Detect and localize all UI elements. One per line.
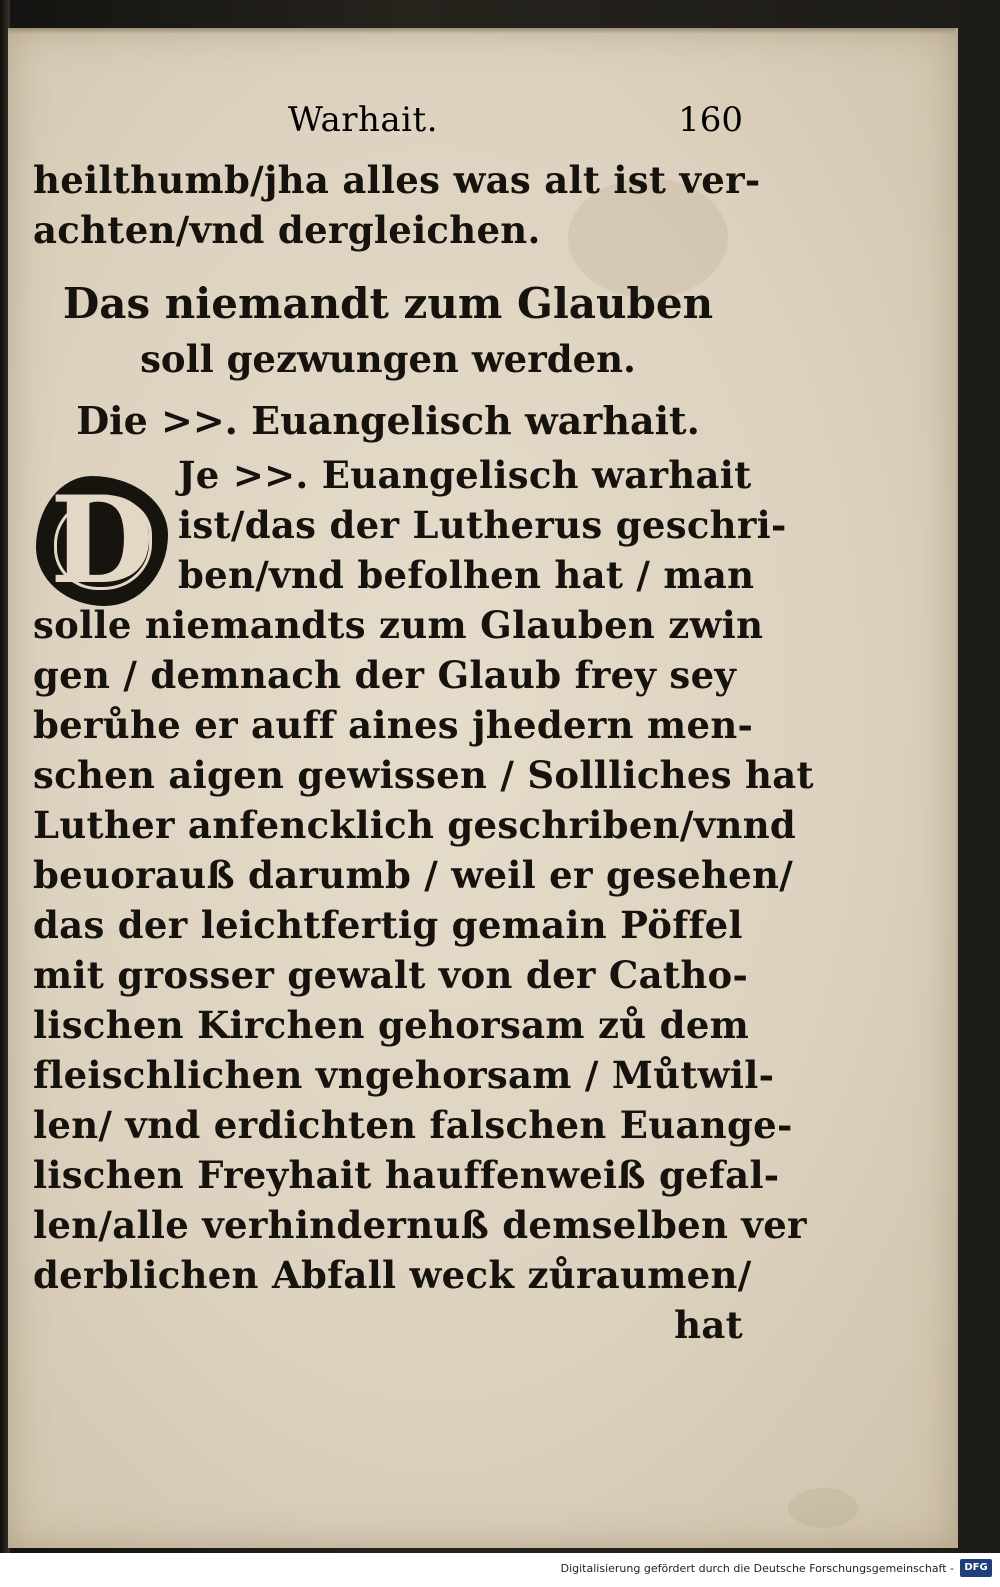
page-number: 160 [678,100,743,140]
text-line: lischen Kirchen gehorsam zů dem [33,1003,750,1047]
footer-bar [0,1553,1000,1587]
text-line: derblichen Abfall weck zůraumen/ [33,1253,752,1297]
dfg-logo: DFG [960,1559,992,1577]
text-line: len/ vnd erdichten falschen Euange- [33,1103,793,1147]
text-line: Luther anfencklich geschriben/vnnd [33,803,797,847]
text-line: solle niemandts zum Glauben zwin [33,603,764,647]
section-heading-line2: soll gezwungen werden. [140,337,636,381]
paper-stain [788,1488,858,1528]
text-line: achten/vnd dergleichen. [33,208,541,252]
catchword: hat [674,1303,743,1347]
text-line: ist/das der Lutherus geschri- [178,503,787,547]
section-heading: Das niemandt zum Glauben [62,279,714,328]
section-subtitle: Die >>. Euangelisch warhait. [76,398,700,443]
initial-letter: D [49,470,155,611]
text-line: ben/vnd befolhen hat / man [178,553,755,597]
text-line: berůhe er auff aines jhedern men- [33,703,754,747]
text-line: fleischlichen vngehorsam / Můtwil- [33,1053,775,1097]
text-line: len/alle verhindernuß demselben ver [33,1203,807,1247]
text-line: heilthumb/jha alles was alt ist ver- [33,158,761,202]
text-line: mit grosser gewalt von der Catho- [33,953,749,997]
funding-credit: Digitalisierung gefördert durch die Deutsche Forschungsgemeinschaft - [560,1562,954,1575]
text-line: schen aigen gewissen / Sollliches hat [33,753,814,797]
text-line: gen / demnach der Glaub frey sey [33,653,737,697]
running-head-title: Warhait. [288,100,439,140]
text-line: Je >>. Euangelisch warhait [178,453,752,497]
page-top-edge [8,28,956,34]
text-line: beuorauß darumb / weil er gesehen/ [33,853,794,897]
running-head [33,100,743,140]
decorated-initial [36,470,168,611]
text-line: das der leichtfertig gemain Pöffel [33,903,743,947]
book-page [8,28,958,1548]
text-line: lischen Freyhait hauffenweiß gefal- [33,1153,780,1197]
